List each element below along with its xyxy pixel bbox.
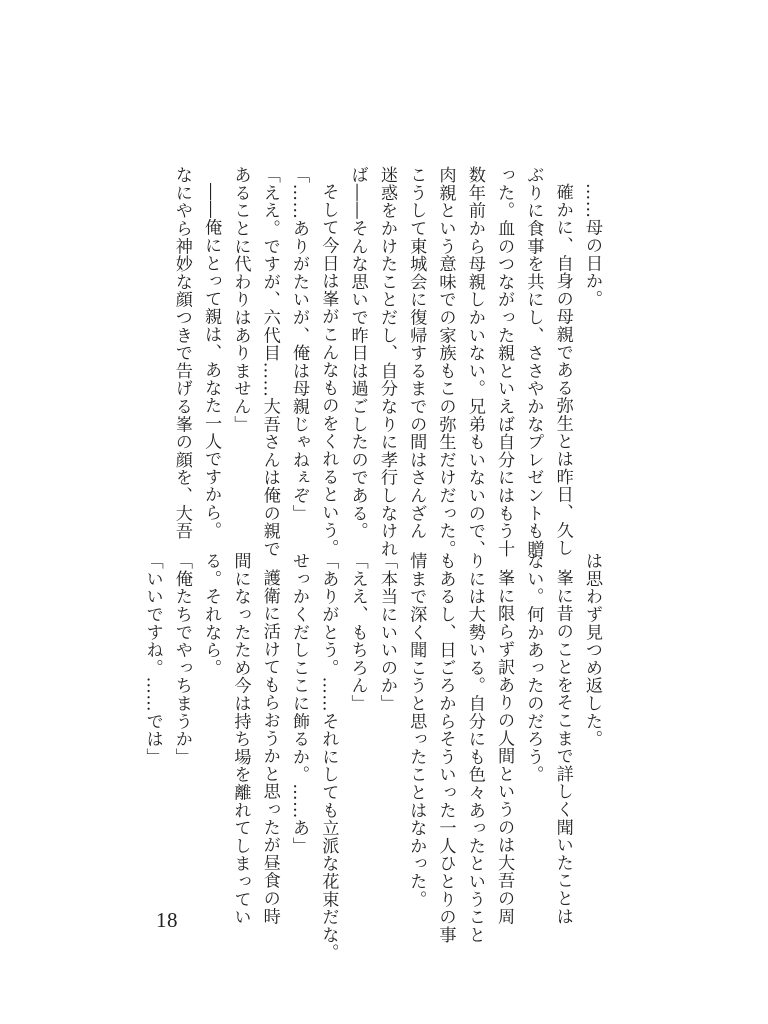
text-line: せっかくだしここに飾るか。……あ」 [289, 552, 310, 855]
text-line: りには大勢いる。自分にも色々あったということ [464, 552, 485, 944]
text-line: なにやら神妙な顔つきで告げる峯の顔を、大吾 [171, 166, 192, 540]
text-line: 「俺たちでやっちまうか」 [171, 552, 192, 766]
text-line: 確かに、自身の母親である弥生とは昨日、久し [552, 183, 573, 557]
text-line: る。それなら。 [201, 552, 222, 677]
text-line: 肉親という意味での家族もこの弥生だけだった。 [435, 166, 456, 558]
text-line: ――俺にとって親は、あなた一人ですから。 [201, 183, 222, 540]
text-block-top [167, 166, 606, 558]
text-line: 間になったため今は持ち場を離れてしまってい [230, 552, 251, 926]
text-line: 「……ありがたいが、俺は母親じゃねぇぞ」 [289, 166, 310, 522]
text-line: こうして東城会に復帰するまでの間はさんざん [406, 166, 427, 540]
text-line: 「ええ、もちろん」 [347, 552, 368, 713]
text-line: は思わず見つめ返した。 [582, 552, 602, 748]
text-line: 情まで深く聞こうと思ったことはなかった。 [406, 552, 427, 908]
text-line: 「いいですね。……では」 [142, 552, 163, 766]
text-line: 「ありがとう。……それにしても立派な花束だな。 [318, 552, 339, 962]
text-line: そして今日は峯がこんなものをくれるという。 [318, 183, 339, 557]
text-line: 峯に昔のことをそこまで詳しく聞いたことは [552, 569, 573, 926]
text-line: った。血のつながった親といえば自分にはもう十 [494, 166, 515, 558]
text-line: もあるし、日ごろからそういった一人ひとりの事 [435, 552, 456, 944]
page-number: 18 [156, 908, 178, 932]
text-line: 「ええ。ですが、六代目……大吾さんは俺の親で [259, 166, 280, 558]
text-line: 護衛に活けてもらおうかと思ったが昼食の時 [259, 569, 280, 926]
text-line: ば――そんな思いで昨日は過ごしたのである。 [347, 166, 368, 540]
text-line: 「本当にいいのか」 [376, 552, 397, 713]
text-line: ない。何かあったのだろう。 [523, 552, 544, 784]
text-line: ……母の日か。 [582, 183, 602, 308]
text-line: ぶりに食事を共にし、ささやかなプレゼントも贈 [523, 166, 544, 558]
text-line: 迷惑をかけたことだし、自分なりに孝行しなけれ [376, 166, 397, 558]
text-line: 数年前から母親しかいない。兄弟もいないので、 [464, 166, 485, 558]
text-line: あることに代わりはありません」 [230, 166, 251, 433]
text-line: 峯に限らず訳ありの人間というのは大吾の周 [494, 569, 515, 926]
